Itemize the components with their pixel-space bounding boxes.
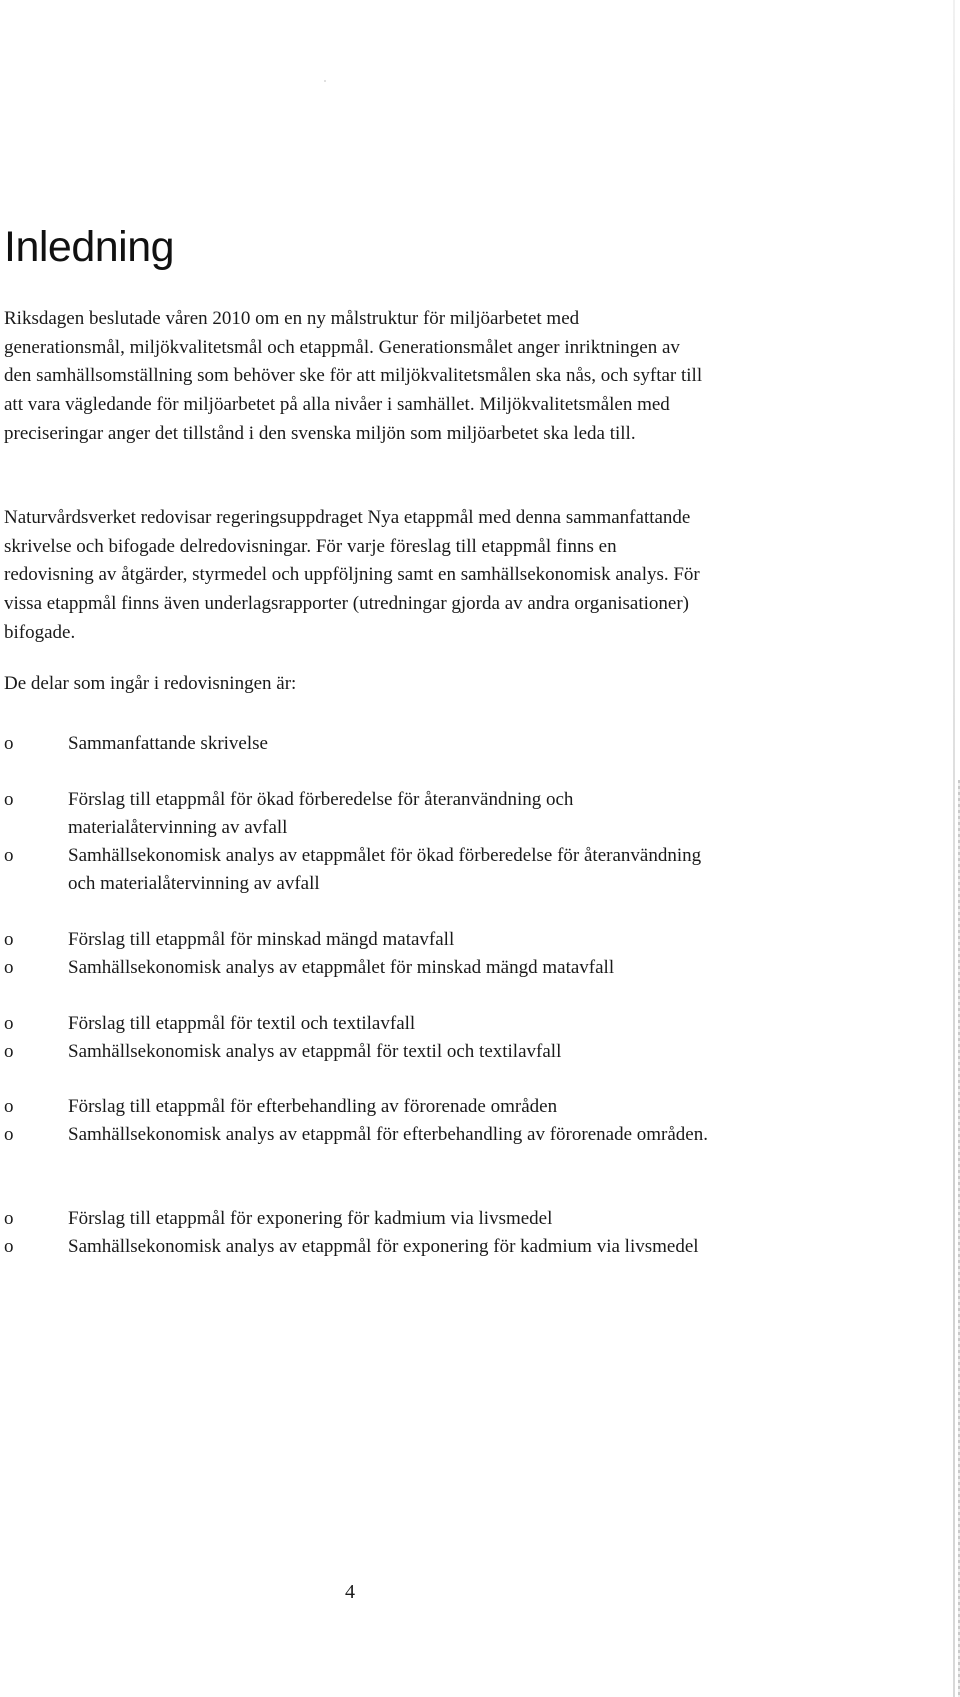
list-item-text: Sammanfattande skrivelse: [68, 733, 268, 754]
bullet-icon: o: [4, 789, 14, 810]
report-paragraph: Naturvårdsverket redovisar regeringsuppdraget Nya etappmål med denna sammanfattande skrivelse och bifogade delredovisningar. För varje föreslag till etappmål finns en redovisning av åtgärder, styrmedel och uppföljning samt en samhällsekonomisk analys. För vissa etappmål finns även underlagsrapporter (utredningar gjorda av andra organisationer) bifogade.: [4, 507, 700, 643]
bullet-icon: o: [4, 1236, 14, 1257]
list-item-text: Förslag till etappmål för efterbehandling av förorenade områden: [68, 1096, 558, 1117]
bullet-icon: o: [4, 957, 14, 978]
bullet-icon: o: [4, 1013, 14, 1034]
list-intro-paragraph: De delar som ingår i redovisningen är:: [4, 673, 297, 694]
list-item-text: Samhällsekonomisk analys av etappmål för exponering för kadmium via livsmedel: [68, 1236, 699, 1257]
list-item-text: Förslag till etappmål för minskad mängd matavfall: [68, 929, 455, 950]
list-item-text: Samhällsekonomisk analys av etappmålet för minskad mängd matavfall: [68, 957, 615, 978]
list-item-text: Samhällsekonomisk analys av etappmål för efterbehandling av förorenade områden.: [68, 1124, 708, 1145]
bullet-icon: o: [4, 733, 14, 754]
bullet-icon: o: [4, 1041, 14, 1062]
scan-speck: [324, 80, 326, 82]
list-item-text: Förslag till etappmål för ökad förberedelse för återanvändning och materialåtervinning av avfall: [68, 789, 574, 838]
list-item-text: Samhällsekonomisk analys av etappmål för textil och textilavfall: [68, 1041, 562, 1062]
bullet-icon: o: [4, 929, 14, 950]
page-number: 4: [345, 1581, 355, 1603]
page-title: Inledning: [4, 223, 175, 271]
bullet-icon: o: [4, 1096, 14, 1117]
bullet-icon: o: [4, 1208, 14, 1229]
list-item-text: Förslag till etappmål för textil och textilavfall: [68, 1013, 416, 1034]
intro-paragraph: Riksdagen beslutade våren 2010 om en ny målstruktur för miljöarbetet med generationsmål, miljökvalitetsmål och etappmål. Generationsmålet anger inriktningen av den samhällsomställning som behöver ske för att miljökvalitetsmålen ska nås, och syftar till att vara vägledande för miljöarbetet på alla nivåer i samhället. Miljökvalitetsmålen med preciseringar anger det tillstånd i den svenska miljön som miljöarbetet ska leda till.: [4, 308, 703, 444]
list-item-text: Samhällsekonomisk analys av etappmålet för ökad förberedelse för återanvändning och materialåtervinning av avfall: [68, 845, 702, 894]
bullet-icon: o: [4, 1124, 14, 1145]
list-item-text: Förslag till etappmål för exponering för kadmium via livsmedel: [68, 1208, 553, 1229]
bullet-icon: o: [4, 845, 14, 866]
scan-edge-line: [953, 0, 955, 1697]
